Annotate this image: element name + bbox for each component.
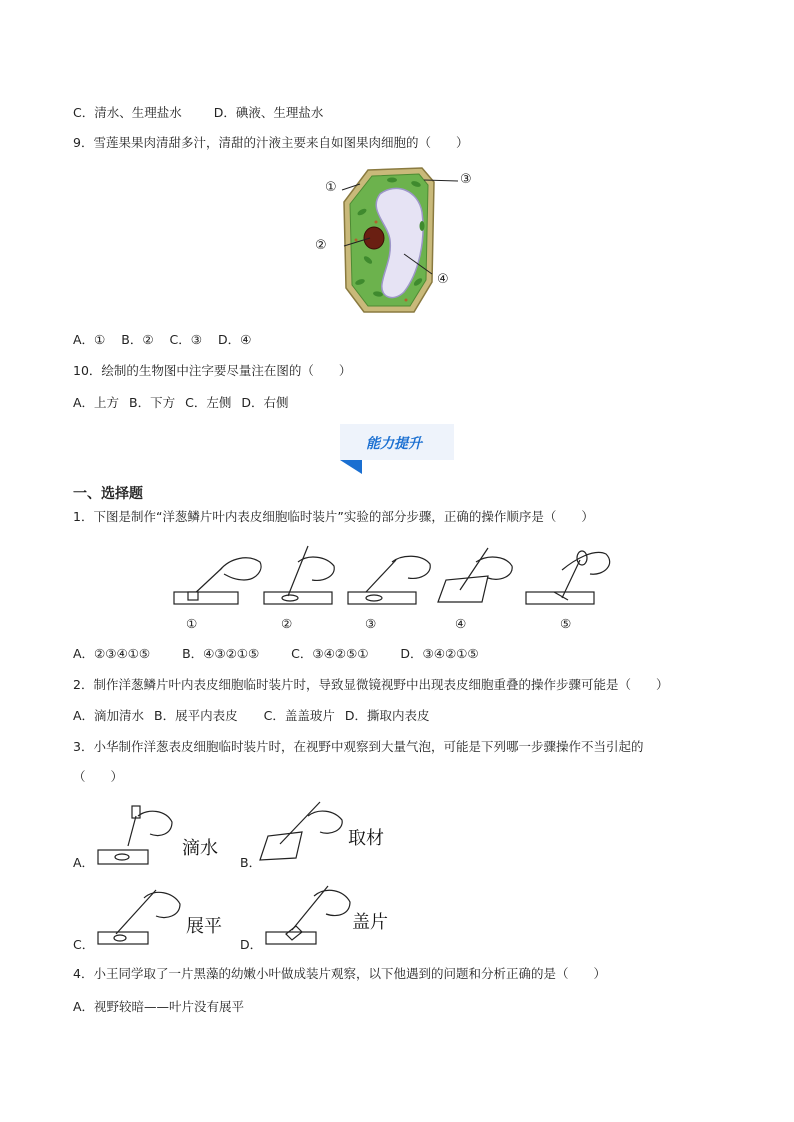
cell-label-4: ④ bbox=[437, 272, 449, 287]
step-label-2: ② bbox=[281, 616, 293, 631]
p3-option-b-letter: B． bbox=[240, 855, 262, 870]
p3-option-a-letter: A． bbox=[73, 855, 95, 870]
p4-option-a: A．视野较暗——叶片没有展平 bbox=[73, 999, 245, 1014]
q9-option-a: A．① bbox=[73, 332, 106, 347]
q8-options-row bbox=[73, 104, 323, 122]
q10-option-a: A．上方 bbox=[73, 395, 120, 410]
p3-option-d-letter: D． bbox=[240, 937, 263, 952]
q10-options-row bbox=[73, 394, 288, 412]
p3-option-c-letter: C． bbox=[73, 937, 95, 952]
step-label-5: ⑤ bbox=[560, 616, 572, 631]
p1-option-a: A．②③④①⑤ bbox=[73, 646, 151, 661]
p3-option-b-word: 取材 bbox=[348, 828, 384, 849]
p2-option-c: C．盖盖玻片 bbox=[263, 708, 335, 723]
q9-option-c: C．③ bbox=[169, 332, 202, 347]
p3-option-d-word: 盖片 bbox=[352, 912, 388, 933]
p2-stem: 2．制作洋葱鳞片叶内表皮细胞临时装片时，导致显微镜视野中出现表皮细胞重叠的操作步骤可能是（ ） bbox=[73, 677, 669, 692]
step-label-3: ③ bbox=[365, 616, 377, 631]
p3-option-c-word: 展平 bbox=[186, 916, 222, 937]
p1-option-b: B．④③②①⑤ bbox=[182, 646, 260, 661]
p1-option-c: C．③④②⑤① bbox=[291, 646, 369, 661]
p3-stem: 3．小华制作洋葱表皮细胞临时装片时，在视野中观察到大量气泡，可能是下列哪一步骤操作不当引起的 bbox=[73, 739, 644, 754]
q9-options-row bbox=[73, 331, 251, 349]
cell-label-3: ③ bbox=[460, 172, 472, 187]
q10-option-d: D．右侧 bbox=[241, 395, 289, 410]
p2-option-b: B．展平内表皮 bbox=[154, 708, 238, 723]
banner-title: 能力提升 bbox=[366, 436, 422, 452]
section-banner bbox=[340, 424, 454, 474]
q9-option-d: D．④ bbox=[217, 332, 252, 347]
q8-option-c: C．清水、生理盐水 bbox=[73, 105, 182, 120]
section-title: 一、选择题 bbox=[73, 486, 143, 502]
p2-options-row bbox=[73, 707, 429, 725]
q10-stem: 10．绘制的生物图中注字要尽量注在图的（ ） bbox=[73, 363, 352, 378]
p1-stem: 1．下图是制作“洋葱鳞片叶内表皮细胞临时装片”实验的部分步骤，正确的操作顺序是（ ） bbox=[73, 509, 594, 524]
p1-options-row bbox=[73, 645, 479, 663]
q9-stem: 9．雪莲果果肉清甜多汁，清甜的汁液主要来自如图果肉细胞的（ ） bbox=[73, 135, 469, 150]
q10-option-b: B．下方 bbox=[129, 395, 176, 410]
p2-option-a: A．滴加清水 bbox=[73, 708, 145, 723]
steps-figure bbox=[170, 540, 620, 612]
p1-option-d: D．③④②①⑤ bbox=[400, 646, 479, 661]
step-label-4: ④ bbox=[455, 616, 467, 631]
q9-option-b: B．② bbox=[121, 332, 154, 347]
p3-stem-bracket: （ ） bbox=[73, 769, 124, 784]
q8-option-d: D．碘液、生理盐水 bbox=[213, 105, 324, 120]
q10-option-c: C．左侧 bbox=[185, 395, 232, 410]
p3-option-a-word: 滴水 bbox=[182, 838, 218, 859]
cell-label-2: ② bbox=[315, 238, 327, 253]
step-label-1: ① bbox=[186, 616, 198, 631]
cell-label-1: ① bbox=[325, 180, 337, 195]
p4-stem: 4．小王同学取了一片黑藻的幼嫩小叶做成装片观察，以下他遇到的问题和分析正确的是（ ） bbox=[73, 966, 606, 981]
p2-option-d: D．撕取内表皮 bbox=[344, 708, 430, 723]
